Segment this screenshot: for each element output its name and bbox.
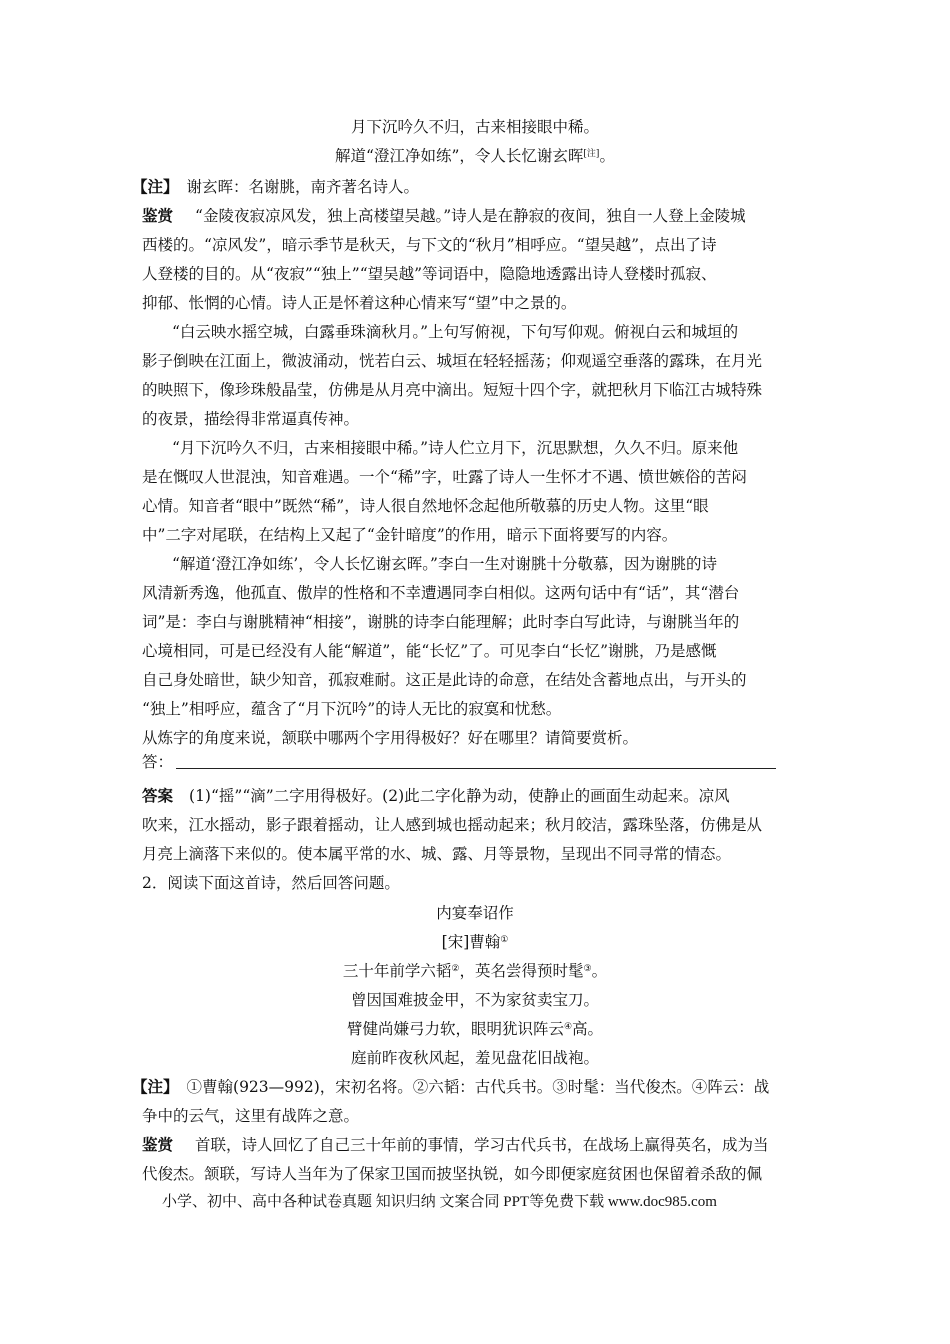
appreciation-line: 的夜景，描绘得非常逼真传神。	[142, 410, 360, 428]
appreciation-label: 鉴赏	[142, 206, 174, 225]
appreciation2-paragraph: 鉴赏 首联，诗人回忆了自己三十年前的事情，学习古代兵书，在战场上赢得英名，成为当	[142, 1135, 769, 1154]
poem2-line: 臂健尚嫌弓力软，眼明犹识阵云④高。	[346, 1020, 604, 1038]
answer-blank-line[interactable]	[176, 768, 776, 769]
appreciation-line: 西楼的。“凉风发”，暗示季节是秋天，与下文的“秋月”相呼应。“望吴越”，点出了诗	[142, 236, 717, 254]
appreciation-line: 的映照下，像珍珠般晶莹，仿佛是从月亮中滴出。短短十四个字，就把秋月下临江古城特殊	[142, 381, 763, 399]
note-marker: [注]	[583, 149, 600, 159]
answer-prompt: 答：	[142, 753, 174, 771]
poem2-line: 庭前昨夜秋风起，羞见盘花旧战袍。	[350, 1049, 599, 1067]
appreciation-line: 影子倒映在江面上，微波涌动，恍若白云、城垣在轻轻摇荡；仰观遥空垂落的露珠，在月光	[142, 352, 763, 370]
poem2-title: 内宴奉诏作	[436, 904, 514, 922]
appreciation-line: 心情。知音者“眼中”既然“稀”，诗人很自然地怀念起他所敬慕的历史人物。这里“眼	[142, 497, 709, 515]
poem1-line: 解道“澄江净如练”，令人长忆谢玄晖[注]。	[335, 147, 615, 165]
poem2-author: [宋]曹翰①	[441, 933, 509, 951]
appreciation-line: 是在慨叹人世混浊，知音难遇。一个“稀”字，吐露了诗人一生怀才不遇、愤世嫉俗的苦闷	[142, 468, 747, 486]
appreciation-line: 自己身处暗世，缺少知音，孤寂难耐。这正是此诗的命意，在结处含蓄地点出，与开头的	[142, 671, 747, 689]
appreciation-paragraph: 鉴赏 “金陵夜寂凉风发，独上高楼望吴越。”诗人是在静寂的夜间，独自一人登上金陵城	[142, 206, 746, 225]
appreciation2-line: 代俊杰。颔联，写诗人当年为了保家卫国而披坚执锐，如今即便家庭贫困也保留着杀敌的佩	[142, 1165, 763, 1183]
question1: 从炼字的角度来说，颔联中哪两个字用得极好？好在哪里？请简要赏析。	[142, 729, 639, 747]
question2-intro: 2．阅读下面这首诗，然后回答问题。	[142, 874, 400, 892]
appreciation-line: “月下沉吟久不归，古来相接眼中稀。”诗人伫立月下，沉思默想，久久不归。原来他	[172, 439, 739, 457]
appreciation-line: 人登楼的目的。从“夜寂”“独上”“望吴越”等词语中，隐隐地透露出诗人登楼时孤寂、	[142, 265, 717, 283]
note2: 【注】 ①曹翰(923—992)，宋初名将。②六韬：古代兵书。③时髦：当代俊杰。④阵云：战	[132, 1077, 770, 1096]
appreciation-line: “白云映水摇空城，白露垂珠滴秋月。”上句写俯视，下句写仰观。俯视白云和城垣的	[172, 323, 739, 341]
note1: 【注】 谢玄晖：名谢朓，南齐著名诗人。	[132, 177, 420, 196]
poem2-line: 曾因国难披金甲，不为家贫卖宝刀。	[350, 991, 599, 1009]
appreciation-line: 抑郁、怅惘的心情。诗人正是怀着这种心情来写“望”中之景的。	[142, 294, 577, 312]
page-footer: 小学、初中、高中各种试卷真题 知识归纳 文案合同 PPT等免费下载 www.doc985.com	[162, 1194, 717, 1210]
answer-line: 吹来，江水摇动，影子跟着摇动，让人感到城也摇动起来；秋月皎洁，露珠坠落，仿佛是从	[142, 816, 763, 834]
answer-label: 答案	[142, 786, 174, 805]
poem1-line: 月下沉吟久不归，古来相接眼中稀。	[350, 118, 599, 136]
appreciation-line: 中”二字对尾联，在结构上又起了“金针暗度”的作用，暗示下面将要写的内容。	[142, 526, 678, 544]
appreciation-line: 词”是：李白与谢朓精神“相接”，谢朓的诗李白能理解；此时李白写此诗，与谢朓当年的	[142, 613, 740, 631]
appreciation-line: “解道‘澄江净如练’，令人长忆谢玄晖。”李白一生对谢朓十分敬慕，因为谢朓的诗	[172, 555, 717, 573]
appreciation-line: “独上”相呼应，蕴含了“月下沉吟”的诗人无比的寂寞和忧愁。	[142, 700, 562, 718]
answer-line: 月亮上滴落下来似的。使本属平常的水、城、露、月等景物，呈现出不同寻常的情态。	[142, 845, 732, 863]
answer-paragraph: 答案 (1)“摇”“滴”二字用得极好。(2)此二字化静为动，使静止的画面生动起来。凉风	[142, 786, 730, 805]
poem2-line: 三十年前学六韬②，英名尝得预时髦③。	[342, 962, 608, 980]
appreciation-line: 心境相同，可是已经没有人能“解道”，能“长忆”了。可见李白“长忆”谢朓，乃是感慨	[142, 642, 717, 660]
note2-line: 争中的云气，这里有战阵之意。	[142, 1107, 360, 1125]
appreciation-line: 风清新秀逸，他孤直、傲岸的性格和不幸遭遇同李白相似。这两句话中有“话”，其“潜台	[142, 584, 740, 602]
